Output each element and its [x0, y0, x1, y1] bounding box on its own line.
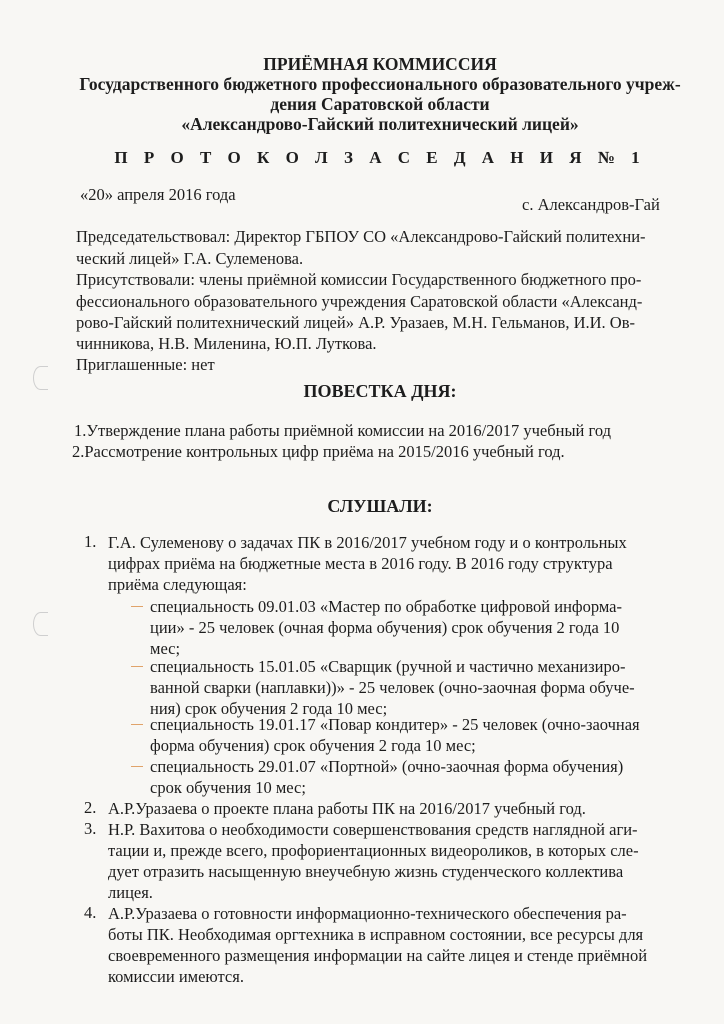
present-line: фессионального образовательного учреждения Саратовской области «Александ-: [76, 292, 643, 311]
dash-bullet: [131, 606, 143, 607]
agenda-item: 2.Рассмотрение контрольных цифр приёма на 2015/2016 учебный год.: [72, 442, 565, 461]
specialty-line: специальность 09.01.03 «Мастер по обработке цифровой информа-: [150, 597, 622, 616]
dash-bullet: [131, 666, 143, 667]
present-line: рово-Гайский политехнический лицей» А.Р. Уразаев, М.Н. Гельманов, И.И. Ов-: [76, 313, 635, 332]
punch-hole-mark: [33, 612, 48, 636]
heard-line: тации и, прежде всего, профориентационных видеороликов, в которых сле-: [108, 841, 639, 860]
specialty-line: мес;: [150, 639, 181, 658]
punch-hole-mark: [33, 366, 48, 390]
specialty-line: специальность 29.01.07 «Портной» (очно-заочная форма обучения): [150, 757, 624, 776]
header-line: «Александрово-Гайский политехнический лицей»: [181, 114, 579, 134]
agenda-item: 1.Утверждение плана работы приёмной комиссии на 2016/2017 учебный год: [74, 421, 612, 440]
invited-line: Приглашенные: нет: [76, 355, 215, 374]
protocol-place: с. Александров-Гай: [522, 195, 660, 214]
protocol-date: «20» апреля 2016 года: [80, 185, 236, 204]
header-line: дения Саратовской области: [270, 94, 490, 114]
dash-bullet: [131, 724, 143, 725]
present-line: чинникова, Н.В. Миленина, Ю.П. Луткова.: [76, 334, 377, 353]
heard-line: боты ПК. Необходимая оргтехника в исправном состоянии, все ресурсы для: [108, 925, 644, 944]
heard-line: Г.А. Сулеменову о задачах ПК в 2016/2017 учебном году и о контрольных: [108, 533, 627, 552]
agenda-title: ПОВЕСТКА ДНЯ:: [303, 381, 457, 401]
heard-line: лицея.: [108, 883, 153, 902]
specialty-line: ванной сварки (наплавки))» - 25 человек (очно-заочная форма обуче-: [150, 678, 635, 697]
list-number: 2.: [84, 798, 97, 817]
specialty-line: специальность 19.01.17 «Повар кондитер» - 25 человек (очно-заочная: [150, 715, 640, 734]
heard-line: комиссии имеются.: [108, 967, 244, 986]
list-number: 1.: [84, 532, 97, 551]
specialty-line: ния) срок обучения 2 года 10 мес;: [150, 699, 388, 718]
chair-line: ческий лицей» Г.А. Сулеменова.: [76, 249, 304, 268]
heard-line: цифрах приёма на бюджетные места в 2016 году. В 2016 году структура: [108, 554, 613, 573]
heard-title: СЛУШАЛИ:: [327, 496, 433, 516]
specialty-line: ции» - 25 человек (очная форма обучения) срок обучения 2 года 10: [150, 618, 620, 637]
heard-line: Н.Р. Вахитова о необходимости совершенствования средств наглядной аги-: [108, 820, 638, 839]
heard-line: А.Р.Уразаева о готовности информационно-технического обеспечения ра-: [108, 904, 627, 923]
header-line: Государственного бюджетного профессионального образовательного учреж-: [79, 74, 681, 94]
list-number: 3.: [84, 819, 97, 838]
heard-line: А.Р.Уразаева о проекте плана работы ПК на 2016/2017 учебный год.: [108, 799, 586, 818]
chair-line: Председательствовал: Директор ГБПОУ СО «Александрово-Гайский политехни-: [76, 227, 646, 246]
heard-line: дует отразить насыщенную внеучебную жизнь студенческого коллектива: [108, 862, 624, 881]
present-line: Присутствовали: члены приёмной комиссии Государственного бюджетного про-: [76, 270, 642, 289]
dash-bullet: [131, 766, 143, 767]
header-line: ПРИЁМНАЯ КОММИССИЯ: [263, 54, 497, 74]
specialty-line: специальность 15.01.05 «Сварщик (ручной и частично механизиро-: [150, 657, 626, 676]
specialty-line: форма обучения) срок обучения 2 года 10 мес;: [150, 736, 476, 755]
heard-line: своевременного размещения информации на сайте лицея и стенде приёмной: [108, 946, 648, 965]
protocol-title: П Р О Т О К О Л З А С Е Д А Н И Я № 1: [114, 148, 646, 167]
heard-line: приёма следующая:: [108, 575, 247, 594]
specialty-line: срок обучения 10 мес;: [150, 778, 306, 797]
list-number: 4.: [84, 903, 97, 922]
